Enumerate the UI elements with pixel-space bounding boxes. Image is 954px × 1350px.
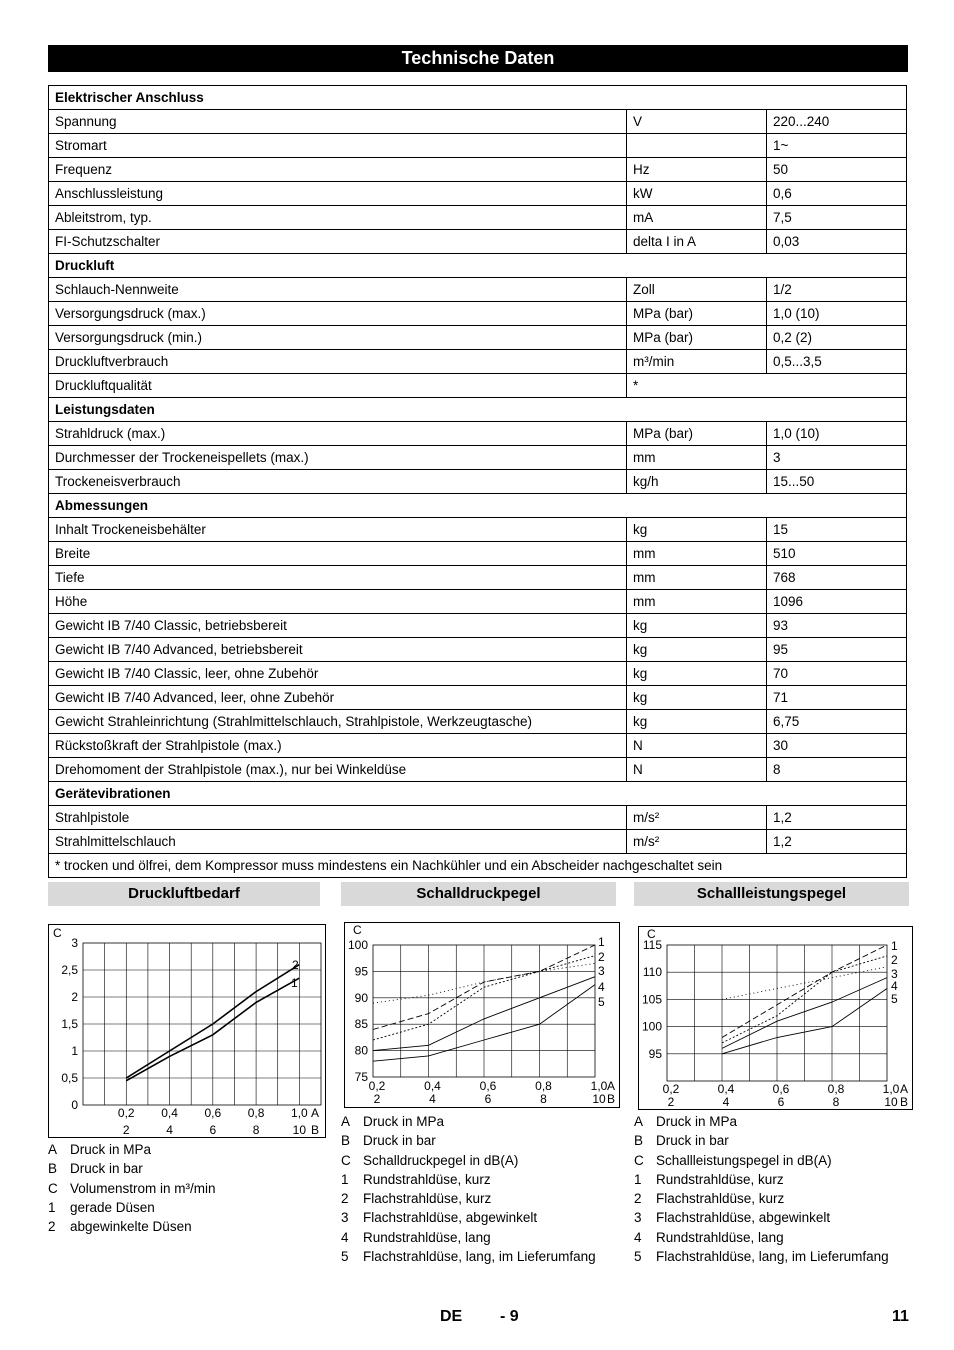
- spec-unit: m/s²: [627, 830, 767, 854]
- legend-item: [634, 1151, 889, 1170]
- legend-text: Rundstrahldüse, lang: [363, 1229, 491, 1245]
- x-tick-label-mpa: 1,0: [882, 1082, 900, 1096]
- spec-label: Schlauch-Nennweite: [49, 278, 627, 302]
- table-row: [49, 830, 907, 854]
- chart-schalldruckpegel: [344, 922, 620, 1108]
- table-row: [49, 734, 907, 758]
- legend-text: Druck in bar: [70, 1161, 143, 1177]
- spec-unit: N: [627, 734, 767, 758]
- section-heading: Gerätevibrationen: [49, 782, 907, 806]
- spec-label: Höhe: [49, 590, 627, 614]
- x-tick-label-bar: 4: [166, 1123, 173, 1137]
- spec-label: Strahlmittelschlauch: [49, 830, 627, 854]
- x-tick-label-mpa: 0,6: [204, 1106, 222, 1120]
- grid: [667, 945, 887, 1081]
- x-axis-label-bar: B: [311, 1123, 320, 1137]
- legend-item: [341, 1131, 596, 1150]
- legend-text: Volumenstrom in m³/min: [70, 1180, 216, 1196]
- x-tick-label-bar: 6: [209, 1123, 217, 1137]
- table-row: [49, 758, 907, 782]
- x-tick-label-bar: 10: [292, 1123, 307, 1137]
- table-row: [49, 686, 907, 710]
- spec-label: Ableitstrom, typ.: [49, 206, 627, 230]
- table-row: [49, 614, 907, 638]
- spec-unit: MPa (bar): [627, 302, 767, 326]
- series-label-5: 5: [891, 992, 898, 1006]
- table-row: [49, 422, 907, 446]
- legend-key: B: [48, 1161, 58, 1177]
- spec-unit: mA: [627, 206, 767, 230]
- chart-title-schallleistungspegel: Schallleistungspegel: [634, 882, 909, 906]
- legend-item: [48, 1217, 216, 1236]
- spec-value: 15...50: [767, 470, 907, 494]
- legend-key: 1: [48, 1199, 56, 1215]
- legend-item: [341, 1208, 596, 1227]
- x-tick-label-mpa: 0,8: [535, 1079, 552, 1093]
- y-tick-label: 2: [71, 990, 78, 1004]
- series-label-2: 2: [891, 953, 898, 967]
- spec-label: Druckluftverbrauch: [49, 350, 627, 374]
- x-tick-label-mpa: 0,4: [424, 1079, 441, 1093]
- legend-item: [341, 1151, 596, 1170]
- x-axis-label-mpa: A: [607, 1079, 616, 1093]
- series-label-2: 2: [598, 950, 605, 964]
- footnote: * trocken und ölfrei, dem Kompressor muss mindestens ein Nachkühler und ein Abscheider nachgeschaltet sein: [49, 854, 907, 878]
- spec-label: Gewicht IB 7/40 Advanced, leer, ohne Zubehör: [49, 686, 627, 710]
- chart-schallleistungspegel: [638, 926, 913, 1110]
- x-tick-label-mpa: 0,6: [479, 1079, 497, 1093]
- y-tick-label: 80: [354, 1043, 368, 1058]
- spec-unit: kg: [627, 614, 767, 638]
- spec-label: Druckluftqualität: [49, 374, 627, 398]
- table-section-row: [49, 782, 907, 806]
- spec-table: [48, 85, 907, 878]
- legend-text: Flachstrahldüse, abgewinkelt: [656, 1210, 831, 1226]
- spec-value: 0,03: [767, 230, 907, 254]
- legend-item: [48, 1159, 216, 1178]
- x-tick-label-mpa: 0,2: [368, 1079, 386, 1093]
- legend-item: [48, 1179, 216, 1198]
- legend-key: A: [341, 1114, 351, 1129]
- spec-unit: kW: [627, 182, 767, 206]
- legend-item: [48, 1198, 216, 1217]
- table-row: [49, 182, 907, 206]
- spec-unit: m/s²: [627, 806, 767, 830]
- section-heading: Leistungsdaten: [49, 398, 907, 422]
- table-row: [49, 806, 907, 830]
- y-tick-label: 0,5: [61, 1071, 78, 1085]
- spec-unit: kg: [627, 638, 767, 662]
- series-label-2: 2: [292, 958, 299, 972]
- x-tick-label-bar: 8: [832, 1095, 840, 1109]
- series-label-1: 1: [291, 976, 298, 990]
- x-tick-label-bar: 6: [777, 1095, 785, 1109]
- spec-label: Rückstoßkraft der Strahlpistole (max.): [49, 734, 627, 758]
- x-tick-label-mpa: 0,6: [772, 1082, 790, 1096]
- legend-key: C: [341, 1152, 351, 1168]
- page-title: Technische Daten: [48, 45, 908, 72]
- legend-druckluftbedarf: [48, 1140, 216, 1236]
- x-tick-label-mpa: 0,8: [827, 1082, 845, 1096]
- spec-unit: Zoll: [627, 278, 767, 302]
- x-axis-label-bar: B: [607, 1092, 616, 1106]
- table-section-row: [49, 398, 907, 422]
- x-tick-label-mpa: 0,8: [247, 1106, 265, 1120]
- y-tick-label: 75: [354, 1070, 368, 1084]
- spec-unit: mm: [627, 446, 767, 470]
- footer-page-ref: - 9: [500, 1308, 519, 1325]
- spec-value: 0,6: [767, 182, 907, 206]
- legend-key: 2: [48, 1219, 56, 1235]
- x-tick-label-bar: 2: [667, 1095, 675, 1109]
- spec-unit: Hz: [627, 158, 767, 182]
- spec-label: Stromart: [49, 134, 627, 158]
- spec-value: 71: [767, 686, 907, 710]
- table-row: [49, 374, 907, 398]
- spec-label: Durchmesser der Trockeneispellets (max.): [49, 446, 627, 470]
- spec-value: 1/2: [767, 278, 907, 302]
- spec-label: Drehomoment der Strahlpistole (max.), nur bei Winkeldüse: [49, 758, 627, 782]
- legend-key: 1: [634, 1171, 642, 1187]
- legend-key: 3: [634, 1210, 642, 1226]
- x-tick-label-mpa: 1,0: [590, 1079, 608, 1093]
- series-label-3: 3: [891, 967, 898, 981]
- legend-key: 5: [634, 1249, 642, 1265]
- series-label-4: 4: [891, 979, 898, 993]
- legend-key: 4: [341, 1229, 349, 1245]
- table-row: [49, 710, 907, 734]
- x-tick-label-bar: 4: [429, 1092, 436, 1106]
- spec-value: 0,5...3,5: [767, 350, 907, 374]
- y-tick-label: 1,5: [61, 1017, 78, 1031]
- legend-key: 2: [634, 1191, 642, 1207]
- spec-value: 1096: [767, 590, 907, 614]
- spec-label: Spannung: [49, 110, 627, 134]
- spec-unit: kg: [627, 686, 767, 710]
- spec-label: Gewicht Strahleinrichtung (Strahlmittelschlauch, Strahlpistole, Werkzeugtasche): [49, 710, 627, 734]
- legend-item: [634, 1189, 889, 1208]
- table-section-row: [49, 86, 907, 110]
- legend-text: Flachstrahldüse, lang, im Lieferumfang: [656, 1249, 889, 1265]
- legend-text: Flachstrahldüse, kurz: [656, 1191, 785, 1207]
- x-tick-label-mpa: 0,4: [161, 1106, 178, 1120]
- legend-text: Druck in bar: [363, 1133, 436, 1149]
- legend-key: 3: [341, 1210, 349, 1226]
- legend-key: 4: [634, 1229, 642, 1245]
- spec-value: 1~: [767, 134, 907, 158]
- legend-key: 5: [341, 1249, 349, 1265]
- x-axis-label-mpa: A: [900, 1082, 909, 1096]
- series-label-3: 3: [598, 964, 605, 978]
- spec-unit: mm: [627, 590, 767, 614]
- legend-text: Druck in MPa: [363, 1114, 445, 1129]
- legend-text: Rundstrahldüse, kurz: [656, 1171, 784, 1187]
- chart-title-schalldruckpegel: Schalldruckpegel: [341, 882, 616, 906]
- x-tick-label-bar: 10: [884, 1095, 898, 1109]
- spec-value: 8: [767, 758, 907, 782]
- chart-title-druckluftbedarf: Druckluftbedarf: [48, 882, 320, 906]
- table-row: [49, 662, 907, 686]
- legend-text: Druck in bar: [656, 1133, 729, 1149]
- legend-item: [634, 1228, 889, 1247]
- legend-key: C: [634, 1152, 644, 1168]
- chart-svg: [49, 925, 325, 1137]
- section-heading: Elektrischer Anschluss: [49, 86, 907, 110]
- spec-label: Strahlpistole: [49, 806, 627, 830]
- spec-label: Breite: [49, 542, 627, 566]
- section-heading: Abmessungen: [49, 494, 907, 518]
- x-tick-label-mpa: 0,2: [117, 1106, 135, 1120]
- spec-unit: mm: [627, 542, 767, 566]
- spec-value: 768: [767, 566, 907, 590]
- spec-label: Versorgungsdruck (max.): [49, 302, 627, 326]
- spec-unit: MPa (bar): [627, 326, 767, 350]
- x-tick-label-bar: 2: [122, 1123, 130, 1137]
- table-row: [49, 326, 907, 350]
- legend-schalldruckpegel: [341, 1112, 596, 1266]
- table-row: [49, 230, 907, 254]
- spec-unit: delta I in A: [627, 230, 767, 254]
- spec-label: Versorgungsdruck (min.): [49, 326, 627, 350]
- table-row: [49, 542, 907, 566]
- x-tick-label-bar: 4: [722, 1095, 730, 1109]
- x-tick-label-bar: 6: [484, 1092, 492, 1106]
- legend-text: Flachstrahldüse, lang, im Lieferumfang: [363, 1249, 596, 1265]
- spec-value: 30: [767, 734, 907, 758]
- footer-language: DE: [440, 1308, 463, 1325]
- legend-text: Druck in MPa: [656, 1114, 738, 1129]
- x-tick-label-mpa: 1,0: [291, 1106, 308, 1120]
- x-tick-label-mpa: 0,2: [662, 1082, 680, 1096]
- spec-value: 95: [767, 638, 907, 662]
- legend-item: [48, 1140, 216, 1159]
- table-row: [49, 350, 907, 374]
- spec-value: 15: [767, 518, 907, 542]
- spec-value: 7,5: [767, 206, 907, 230]
- y-tick-label: 110: [642, 965, 662, 980]
- table-row: [49, 158, 907, 182]
- legend-text: Druck in MPa: [70, 1142, 152, 1157]
- y-tick-label: 105: [641, 992, 662, 1007]
- table-row: [49, 446, 907, 470]
- spec-label: Trockeneisverbrauch: [49, 470, 627, 494]
- spec-unit: *: [627, 374, 907, 398]
- x-axis-label-bar: B: [900, 1095, 909, 1109]
- x-tick-label-mpa: 0,4: [717, 1082, 735, 1096]
- spec-unit: kg: [627, 710, 767, 734]
- table-row: [49, 110, 907, 134]
- legend-item: [341, 1112, 596, 1131]
- legend-item: [341, 1247, 596, 1266]
- legend-key: B: [341, 1133, 351, 1149]
- legend-item: [341, 1189, 596, 1208]
- y-axis-label: C: [353, 923, 362, 937]
- spec-label: Tiefe: [49, 566, 627, 590]
- footer-page-number: 11: [892, 1308, 909, 1325]
- table-row: [49, 206, 907, 230]
- legend-schallleistungspegel: [634, 1112, 889, 1266]
- spec-unit: MPa (bar): [627, 422, 767, 446]
- x-tick-label-bar: 8: [252, 1123, 260, 1137]
- y-tick-label: 0: [71, 1098, 78, 1112]
- legend-item: [634, 1112, 889, 1131]
- spec-label: Frequenz: [49, 158, 627, 182]
- spec-unit: mm: [627, 566, 767, 590]
- series-label-1: 1: [598, 935, 605, 949]
- x-tick-label-bar: 2: [373, 1092, 381, 1106]
- legend-text: gerade Düsen: [70, 1199, 155, 1215]
- table-row: [49, 134, 907, 158]
- legend-key: 1: [341, 1171, 349, 1187]
- table-section-row: [49, 494, 907, 518]
- legend-text: Schallleistungspegel in dB(A): [656, 1152, 832, 1168]
- y-tick-label: 95: [354, 964, 368, 979]
- legend-text: Rundstrahldüse, lang: [656, 1229, 784, 1245]
- chart-svg: [345, 923, 619, 1107]
- legend-text: Flachstrahldüse, kurz: [363, 1191, 492, 1207]
- spec-value: 510: [767, 542, 907, 566]
- table-row: [49, 278, 907, 302]
- legend-text: abgewinkelte Düsen: [70, 1219, 192, 1235]
- legend-item: [634, 1170, 889, 1189]
- series-label-1: 1: [891, 939, 898, 953]
- y-tick-label: 115: [642, 938, 662, 952]
- legend-key: A: [48, 1142, 58, 1157]
- spec-unit: N: [627, 758, 767, 782]
- legend-key: C: [48, 1180, 58, 1196]
- y-axis-label: C: [53, 926, 62, 940]
- spec-label: FI-Schutzschalter: [49, 230, 627, 254]
- legend-key: A: [634, 1114, 644, 1129]
- y-tick-label: 85: [354, 1017, 368, 1032]
- table-row: [49, 854, 907, 878]
- spec-value: 1,2: [767, 806, 907, 830]
- legend-item: [634, 1208, 889, 1227]
- x-tick-label-bar: 10: [592, 1092, 606, 1106]
- table-row: [49, 470, 907, 494]
- legend-item: [634, 1131, 889, 1150]
- spec-value: 1,2: [767, 830, 907, 854]
- spec-value: 70: [767, 662, 907, 686]
- spec-value: 1,0 (10): [767, 422, 907, 446]
- spec-unit: kg: [627, 662, 767, 686]
- spec-value: 50: [767, 158, 907, 182]
- y-tick-label: 100: [347, 938, 368, 952]
- chart-svg: [639, 927, 912, 1109]
- legend-text: Schalldruckpegel in dB(A): [363, 1152, 519, 1168]
- spec-label: Gewicht IB 7/40 Advanced, betriebsbereit: [49, 638, 627, 662]
- spec-value: 0,2 (2): [767, 326, 907, 350]
- table-row: [49, 638, 907, 662]
- x-tick-label-bar: 8: [540, 1092, 547, 1106]
- series-label-4: 4: [598, 980, 605, 994]
- spec-value: 1,0 (10): [767, 302, 907, 326]
- table-row: [49, 566, 907, 590]
- grid: [83, 943, 321, 1105]
- spec-unit: V: [627, 110, 767, 134]
- y-tick-label: 90: [354, 990, 368, 1005]
- spec-unit: kg: [627, 518, 767, 542]
- spec-unit: m³/min: [627, 350, 767, 374]
- y-tick-label: 3: [71, 936, 78, 950]
- legend-item: [634, 1247, 889, 1266]
- table-row: [49, 590, 907, 614]
- spec-unit: kg/h: [627, 470, 767, 494]
- table-row: [49, 302, 907, 326]
- spec-value: 3: [767, 446, 907, 470]
- spec-label: Strahldruck (max.): [49, 422, 627, 446]
- legend-item: [341, 1170, 596, 1189]
- legend-item: [341, 1228, 596, 1247]
- table-row: [49, 518, 907, 542]
- y-axis-label: C: [647, 927, 656, 941]
- section-heading: Druckluft: [49, 254, 907, 278]
- x-axis-label-mpa: A: [311, 1106, 320, 1120]
- spec-value: 93: [767, 614, 907, 638]
- y-tick-label: 95: [648, 1046, 662, 1061]
- spec-label: Gewicht IB 7/40 Classic, leer, ohne Zubehör: [49, 662, 627, 686]
- spec-label: Inhalt Trockeneisbehälter: [49, 518, 627, 542]
- table-section-row: [49, 254, 907, 278]
- legend-key: B: [634, 1133, 644, 1149]
- spec-unit: [627, 134, 767, 158]
- spec-label: Anschlussleistung: [49, 182, 627, 206]
- legend-text: Rundstrahldüse, kurz: [363, 1171, 491, 1187]
- y-tick-label: 100: [641, 1019, 662, 1034]
- spec-value: 6,75: [767, 710, 907, 734]
- spec-value: 220...240: [767, 110, 907, 134]
- series-label-5: 5: [598, 995, 605, 1009]
- spec-label: Gewicht IB 7/40 Classic, betriebsbereit: [49, 614, 627, 638]
- y-tick-label: 2,5: [61, 963, 78, 977]
- legend-key: 2: [341, 1191, 349, 1207]
- chart-druckluftbedarf: [48, 924, 326, 1138]
- y-tick-label: 1: [71, 1044, 78, 1058]
- legend-text: Flachstrahldüse, abgewinkelt: [363, 1210, 538, 1226]
